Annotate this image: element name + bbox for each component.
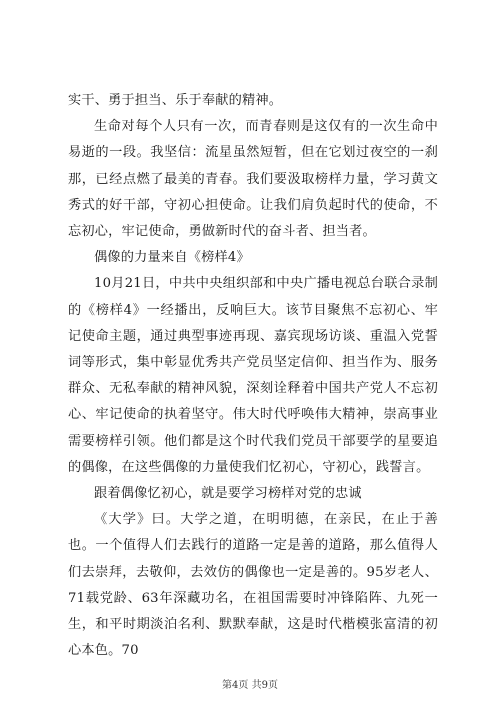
paragraph-1: 实干、勇于担当、乐于奉献的精神。: [68, 93, 283, 108]
paragraph-3: 10月21日，中共中央组织部和中央广播电视总台联合录制的《榜样4》一经播出，反响巨大。该节目聚焦不忘初心、牢记使命主题，通过典型事迹再现、嘉宾现场访谈、重温入党誓词等形式，集中彰显优秀共产党员坚定信仰、担当作为、服务群众、无私奉献的精神风貌，深刻诠释着中国共产党人不忘初心、牢记使命的执着坚守。伟大时代呼唤伟大精神，崇高事业需要榜样引领。他们都是这个时代我们党员干部要学的星要追的偶像，在这些偶像的力量使我们忆初心，守初心，践誓言。: [68, 276, 438, 475]
section-heading-idol-power: 偶像的力量来自《榜样4》: [94, 250, 250, 266]
document-body: [68, 88, 438, 664]
section-heading-follow-idol: 跟着偶像忆初心，就是要学习榜样对党的忠诚: [94, 486, 362, 502]
paragraph-4: 《大学》曰。大学之道，在明明德，在亲民，在止于善也。一个值得人们去践行的道路一定是善的道路，那么值得人们去崇拜，去敬仰，去效仿的偶像也一定是善的。95岁老人、71载党龄、63年深藏功名，在祖国需要时冲锋陷阵、九死一生，和平时期淡泊名利、默默奉献，这是时代楷模张富清的初心本色。70: [68, 512, 438, 659]
page-number-footer: 第4页 共9页: [222, 680, 278, 691]
paragraph-2: 生命对每个人只有一次，而青春则是这仅有的一次生命中易逝的一段。我坚信：流星虽然短暂，但在它划过夜空的一刹那，已经点燃了最美的青春。我们要汲取榜样力量，学习黄文秀式的好干部，守初心担使命。让我们肩负起时代的使命，不忘初心，牢记使命，勇做新时代的奋斗者、担当者。: [68, 119, 438, 240]
